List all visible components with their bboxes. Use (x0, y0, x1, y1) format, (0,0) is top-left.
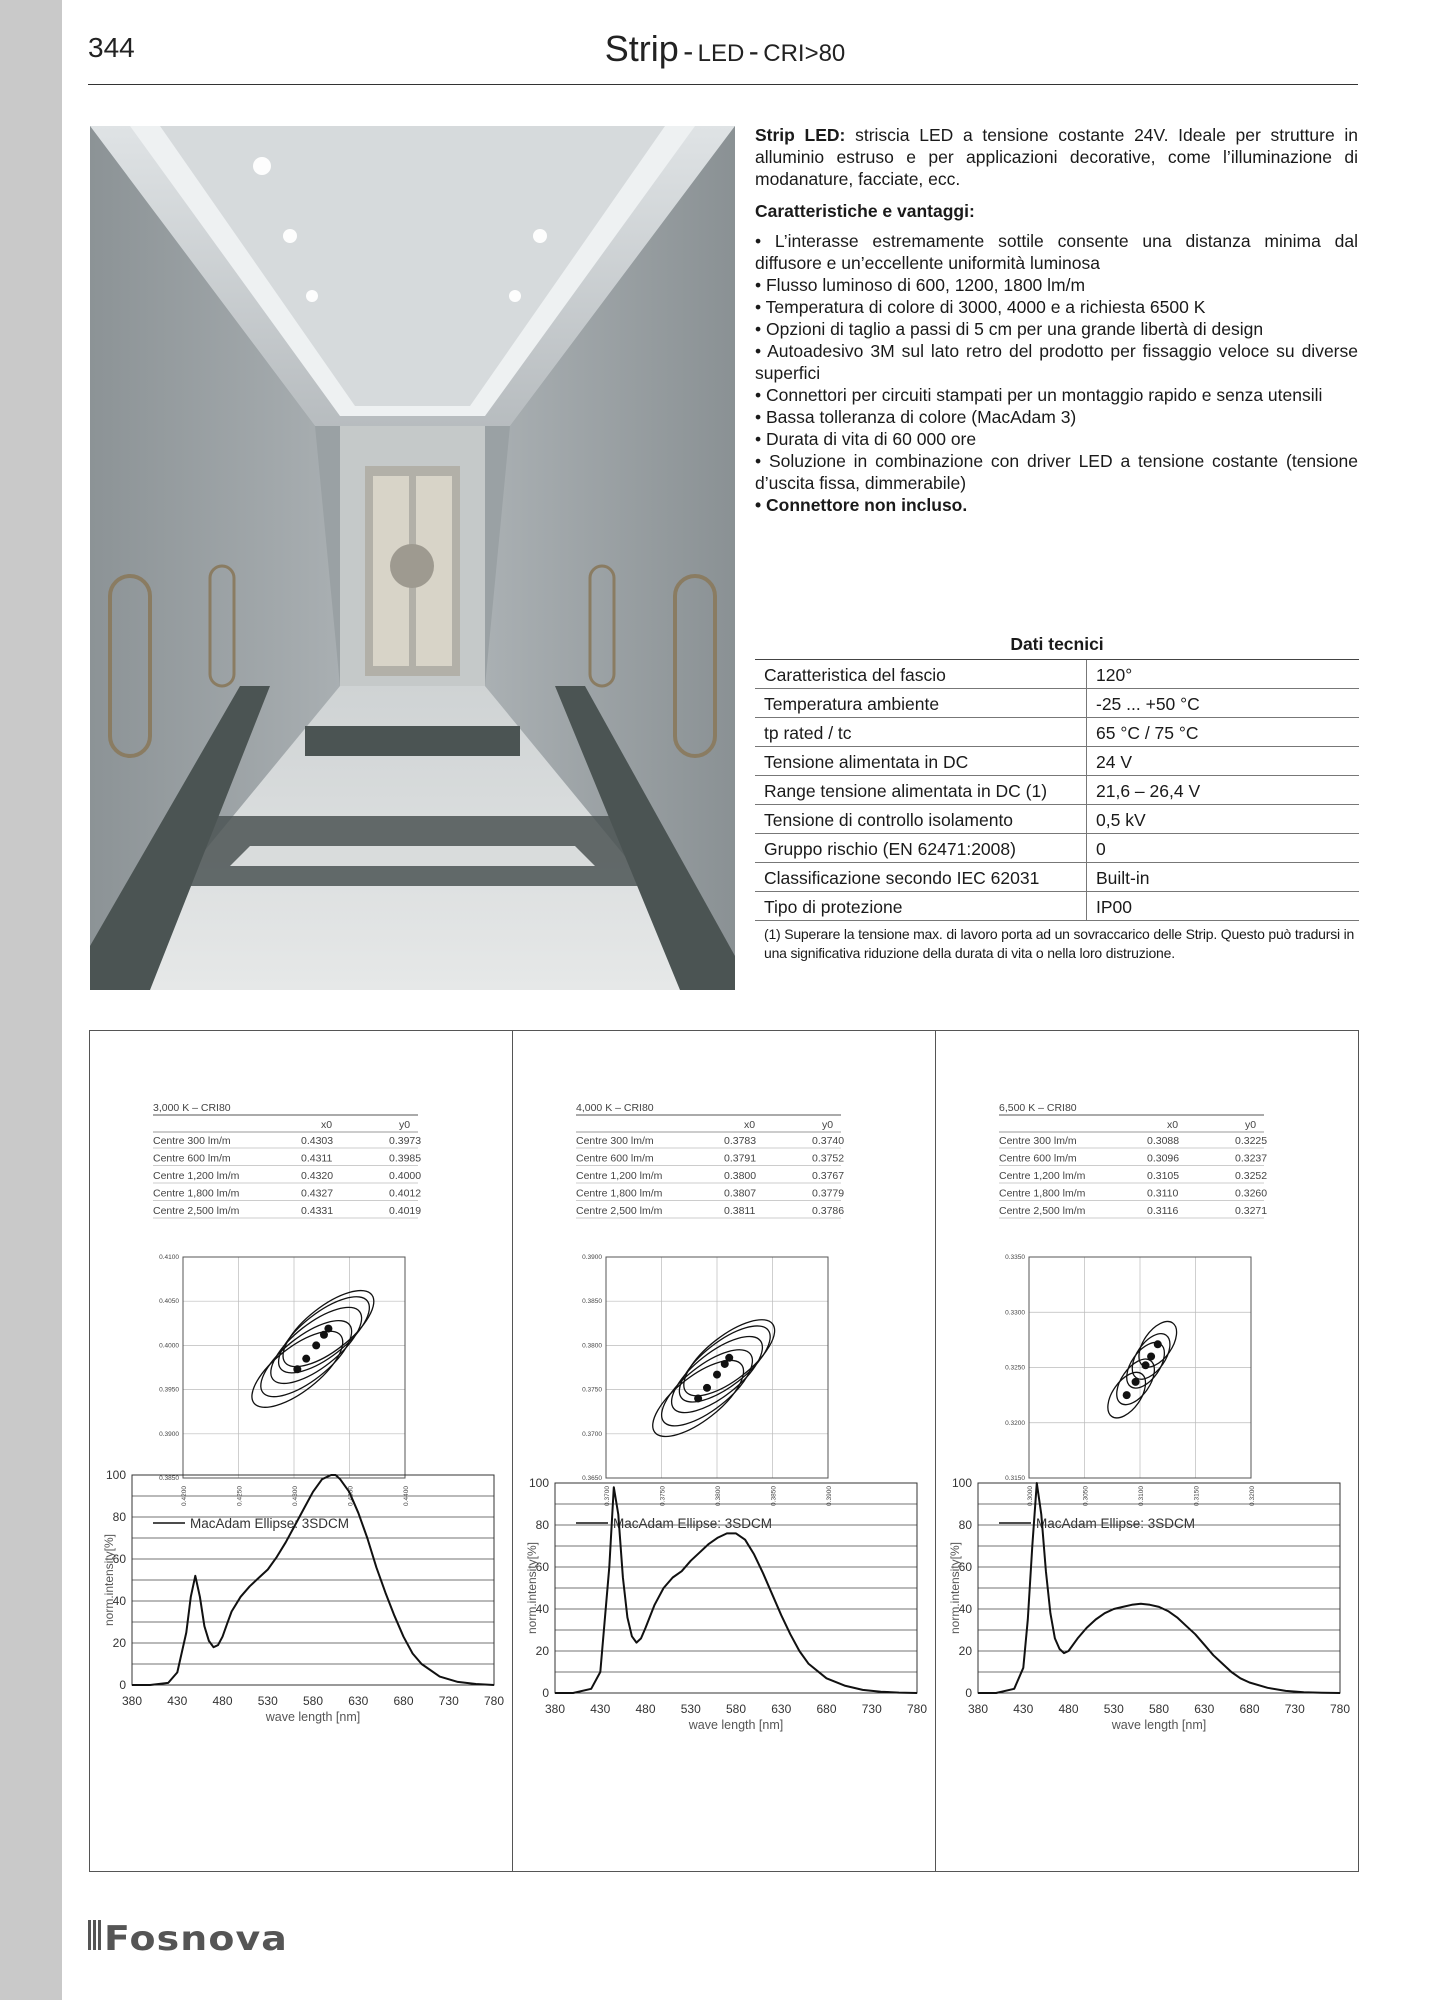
x-axis-label: wave length [nm] (1111, 1718, 1207, 1732)
chromaticity-point (1123, 1391, 1131, 1399)
tech-value: 120° (1087, 660, 1360, 689)
table-row (755, 660, 1359, 689)
x-tick-label: 0.3150 (1193, 1486, 1201, 1506)
page-number: 344 (88, 32, 135, 63)
x-tick-label: 430 (167, 1694, 188, 1708)
table-row (755, 834, 1359, 863)
chromaticity-point (1147, 1352, 1155, 1360)
chromaticity-point (703, 1384, 711, 1392)
legend-label: MacAdam Ellipse: 3SDCM (613, 1516, 773, 1531)
y-tick-label: 0.3650 (582, 1475, 602, 1482)
table-header: y0 (822, 1119, 834, 1131)
y-tick-label: 0.3700 (582, 1430, 602, 1438)
table-cell: Centre 1,800 lm/m (999, 1187, 1086, 1200)
feature-item: • Autoadesivo 3M sul lato retro del prodotto per fissaggio veloce su diverse superfici (755, 341, 1358, 383)
x-tick-label: 530 (680, 1702, 701, 1716)
feature-item: • Flusso luminoso di 600, 1200, 1800 lm/m (755, 275, 1086, 295)
y-tick-label: 0.3350 (1005, 1254, 1025, 1261)
table-cell: 0.3110 (1147, 1187, 1179, 1200)
y-tick-label: 0 (965, 1686, 972, 1700)
x-tick-label: 580 (1148, 1702, 1170, 1716)
x-tick-label: 680 (816, 1702, 837, 1716)
x-tick-label: 0.4200 (181, 1486, 188, 1506)
y-tick-label: 40 (535, 1602, 549, 1616)
features-list (755, 230, 1358, 516)
table-cell: Centre 600 lm/m (999, 1152, 1077, 1165)
y-tick-label: 60 (112, 1552, 126, 1566)
tech-label: Range tensione alimentata in DC (1) (755, 776, 1087, 805)
table-cell: 0.3973 (389, 1135, 422, 1147)
feature-item: • Bassa tolleranza di colore (MacAdam 3) (755, 407, 1077, 427)
x-axis-label: wave length [nm] (265, 1710, 361, 1724)
tech-footnote: (1) Superare la tensione max. di lavoro porta ad un sovraccarico delle Strip. Questo può tradursi in una significativa riduzione della durata di vita o nella loro distruzione. (764, 926, 1355, 961)
x-tick-label: 630 (771, 1702, 792, 1716)
chart-column-3000k-svg (90, 1031, 512, 1871)
chromaticity-point (324, 1325, 332, 1333)
table-header: y0 (1245, 1119, 1257, 1131)
header-rule (88, 84, 1358, 85)
table-cell: Centre 2,500 lm/m (999, 1205, 1086, 1217)
table-cell: 0.3740 (812, 1135, 845, 1147)
tech-label: Tensione di controllo isolamento (755, 805, 1087, 834)
table-cell: 0.3260 (1235, 1187, 1268, 1200)
y-tick-label: 0.3200 (1005, 1419, 1025, 1427)
table-cell: 0.3271 (1235, 1205, 1268, 1217)
x-tick-label: 0.4300 (292, 1486, 299, 1506)
tech-value: 65 °C / 75 °C (1087, 718, 1360, 747)
y-axis-label: norm.intensity[%] (102, 1533, 116, 1627)
table-cell: 0.3811 (724, 1205, 756, 1217)
chart-column-6500k-svg (936, 1031, 1358, 1871)
tech-data-table (755, 660, 1359, 921)
tech-value: 0 (1087, 834, 1360, 863)
x-tick-label: 0.3750 (659, 1486, 667, 1506)
table-row (755, 718, 1359, 747)
table-cell: 0.3237 (1235, 1152, 1268, 1165)
tech-data (755, 634, 1359, 963)
feature-item: • L’interasse estremamente sottile consente una distanza minima dal diffusore e un’eccellente uniformità luminosa (755, 231, 1358, 273)
table-row (755, 776, 1359, 805)
x-tick-label: 730 (1284, 1702, 1305, 1716)
table-row (755, 747, 1359, 776)
table-header: x0 (321, 1119, 333, 1131)
x-tick-label: 380 (967, 1702, 989, 1716)
legend-label: MacAdam Ellipse: 3SDCM (1036, 1516, 1196, 1531)
y-axis-label: norm.intensity[%] (525, 1541, 539, 1635)
x-axis-label: wave length [nm] (688, 1718, 784, 1732)
page-title-separator-2: - (748, 35, 759, 68)
y-tick-label: 40 (958, 1602, 972, 1616)
x-tick-label: 580 (725, 1702, 747, 1716)
y-tick-label: 0.4100 (159, 1254, 179, 1261)
x-tick-label: 380 (544, 1702, 566, 1716)
fosnova-logo (88, 1910, 298, 1960)
tech-label: Caratteristica del fascio (755, 660, 1087, 689)
x-tick-label: 530 (257, 1694, 278, 1708)
y-tick-label: 20 (535, 1644, 549, 1658)
features-heading: Caratteristiche e vantaggi: (755, 201, 975, 221)
table-cell: 0.3088 (1147, 1135, 1180, 1147)
chart-column-4000k-svg (513, 1031, 935, 1871)
feature-item: • Connettori per circuiti stampati per un montaggio rapido e senza utensili (755, 385, 1323, 405)
x-tick-label: 0.4250 (236, 1486, 244, 1506)
chromaticity-point (694, 1394, 702, 1402)
y-tick-label: 60 (535, 1560, 549, 1574)
y-tick-label: 0.3300 (1005, 1309, 1025, 1317)
table-row (755, 689, 1359, 718)
x-tick-label: 0.3100 (1138, 1486, 1145, 1506)
table-row (755, 805, 1359, 834)
x-tick-label: 480 (635, 1702, 656, 1716)
feature-item: • Opzioni di taglio a passi di 5 cm per una grande libertà di design (755, 319, 1264, 339)
table-cell: Centre 300 lm/m (999, 1135, 1077, 1147)
x-tick-label: 0.3850 (770, 1486, 778, 1506)
table-row (755, 863, 1359, 892)
x-tick-label: 480 (1058, 1702, 1079, 1716)
y-tick-label: 0.3850 (582, 1298, 602, 1306)
table-header: x0 (744, 1119, 756, 1131)
x-tick-label: 0.3800 (715, 1486, 722, 1506)
table-cell: 0.3252 (1235, 1170, 1268, 1182)
x-tick-label: 630 (1194, 1702, 1215, 1716)
x-tick-label: 780 (906, 1702, 928, 1716)
table-cell: 0.4327 (301, 1187, 334, 1200)
chromaticity-point (312, 1341, 320, 1349)
chromaticity-point (1132, 1378, 1140, 1386)
chart-column-6500k (936, 1031, 1358, 1871)
table-cell: 0.3767 (812, 1170, 845, 1182)
chart-column-4000k (513, 1031, 935, 1871)
x-tick-label: 680 (1239, 1702, 1260, 1716)
y-tick-label: 80 (535, 1518, 549, 1532)
tech-label: Classificazione secondo IEC 62031 (755, 863, 1087, 892)
y-tick-label: 0.4050 (159, 1298, 179, 1306)
tech-value: 24 V (1087, 747, 1360, 776)
table-cell: Centre 600 lm/m (153, 1152, 231, 1165)
x-tick-label: 730 (861, 1702, 882, 1716)
chromaticity-point (1142, 1361, 1150, 1369)
x-tick-label: 0.3000 (1027, 1486, 1034, 1506)
table-title: 3,000 K – CRI80 (153, 1102, 231, 1114)
x-tick-label: 0.3200 (1249, 1486, 1256, 1506)
tech-value: IP00 (1087, 892, 1360, 921)
y-tick-label: 40 (112, 1594, 126, 1608)
table-cell: 0.4311 (301, 1152, 333, 1165)
logo-text: Fosnova (104, 1919, 288, 1959)
table-cell: Centre 2,500 lm/m (576, 1205, 663, 1217)
y-tick-label: 20 (958, 1644, 972, 1658)
feature-item: • Temperatura di colore di 3000, 4000 e a richiesta 6500 K (755, 297, 1206, 317)
table-row (755, 892, 1359, 921)
x-tick-label: 0.4400 (403, 1486, 410, 1506)
table-cell: 0.3225 (1235, 1135, 1268, 1147)
tech-label: Tensione alimentata in DC (755, 747, 1087, 776)
feature-item: • Soluzione in combinazione con driver LED a tensione costante (tensione d’uscita fissa, dimmerabile) (755, 451, 1358, 493)
x-tick-label: 0.3050 (1082, 1486, 1090, 1506)
feature-item: • Durata di vita di 60 000 ore (755, 429, 977, 449)
x-tick-label: 430 (1013, 1702, 1034, 1716)
table-cell: 0.3807 (724, 1187, 757, 1200)
chart-panel (89, 1030, 1359, 1872)
table-cell: Centre 1,800 lm/m (153, 1187, 240, 1200)
y-axis-label: norm.intensity[%] (948, 1541, 962, 1635)
table-cell: 0.3105 (1147, 1170, 1180, 1182)
chart-column-3000k (90, 1031, 512, 1871)
y-tick-label: 100 (528, 1476, 549, 1490)
x-tick-label: 0.4350 (347, 1486, 355, 1506)
intro-text (755, 124, 1358, 516)
page-title-main: Strip (604, 28, 679, 69)
y-tick-label: 100 (951, 1476, 972, 1490)
x-tick-label: 780 (483, 1694, 505, 1708)
x-tick-label: 430 (590, 1702, 611, 1716)
intro-paragraph (755, 124, 1358, 190)
tech-value: -25 ... +50 °C (1087, 689, 1360, 718)
tech-value: 21,6 – 26,4 V (1087, 776, 1360, 805)
page-title-separator: - (683, 35, 694, 68)
x-tick-label: 0.3700 (604, 1486, 611, 1506)
x-tick-label: 480 (212, 1694, 233, 1708)
tech-value: Built-in (1087, 863, 1360, 892)
tech-label: tp rated / tc (755, 718, 1087, 747)
intro-lead-text: striscia LED a tensione costante 24V. Ideale per strutture in alluminio estruso e per applicazioni decorative, come l’illuminazione di modanature, facciate, ecc. (755, 125, 1358, 189)
x-tick-label: 0.3900 (826, 1486, 833, 1506)
corridor-photo (90, 126, 735, 990)
table-cell: Centre 1,200 lm/m (999, 1170, 1086, 1182)
x-tick-label: 680 (393, 1694, 414, 1708)
table-header: x0 (1167, 1119, 1179, 1131)
table-cell: Centre 1,200 lm/m (153, 1170, 240, 1182)
y-tick-label: 20 (112, 1636, 126, 1650)
page-title (555, 28, 895, 70)
y-tick-label: 80 (112, 1510, 126, 1524)
chromaticity-point (713, 1371, 721, 1379)
y-tick-label: 0.3150 (1005, 1475, 1025, 1482)
table-cell: Centre 600 lm/m (576, 1152, 654, 1165)
chromaticity-point (293, 1365, 301, 1373)
y-tick-label: 0.3900 (582, 1254, 602, 1261)
table-cell: Centre 300 lm/m (576, 1135, 654, 1147)
feature-item-connector: • Connettore non incluso. (755, 495, 968, 515)
page-title-cri: CRI>80 (763, 40, 846, 67)
table-cell: 0.3786 (812, 1205, 845, 1217)
table-cell: 0.3800 (724, 1170, 757, 1182)
y-tick-label: 0.3800 (582, 1342, 602, 1350)
y-tick-label: 0.3750 (582, 1386, 602, 1394)
y-tick-label: 0.3850 (159, 1475, 179, 1482)
table-cell: 0.3783 (724, 1135, 757, 1147)
y-tick-label: 60 (958, 1560, 972, 1574)
table-title: 4,000 K – CRI80 (576, 1102, 654, 1114)
intro-lead-label: Strip LED: (755, 125, 846, 145)
table-cell: Centre 1,800 lm/m (576, 1187, 663, 1200)
x-tick-label: 530 (1103, 1702, 1124, 1716)
y-tick-label: 0 (542, 1686, 549, 1700)
tech-label: Temperatura ambiente (755, 689, 1087, 718)
y-tick-label: 0.3250 (1005, 1364, 1025, 1372)
table-cell: 0.3985 (389, 1152, 422, 1165)
y-tick-label: 0 (119, 1678, 126, 1692)
x-tick-label: 630 (348, 1694, 369, 1708)
page-title-led: LED (697, 40, 745, 67)
table-cell: 0.3096 (1147, 1152, 1180, 1165)
table-cell: 0.4331 (301, 1205, 334, 1217)
x-tick-label: 730 (438, 1694, 459, 1708)
table-cell: 0.3752 (812, 1152, 845, 1165)
table-cell: 0.3116 (1147, 1205, 1179, 1217)
table-cell: Centre 2,500 lm/m (153, 1205, 240, 1217)
y-tick-label: 80 (958, 1518, 972, 1532)
x-tick-label: 580 (302, 1694, 324, 1708)
tech-label: Gruppo rischio (EN 62471:2008) (755, 834, 1087, 863)
table-cell: Centre 1,200 lm/m (576, 1170, 663, 1182)
tech-value: 0,5 kV (1087, 805, 1360, 834)
table-cell: 0.4000 (389, 1170, 422, 1182)
table-cell: 0.4320 (301, 1170, 334, 1182)
side-color-bar (0, 0, 62, 2000)
y-tick-label: 0.3950 (159, 1386, 179, 1394)
table-cell: 0.3779 (812, 1187, 845, 1200)
chromaticity-point (302, 1355, 310, 1363)
x-tick-label: 380 (121, 1694, 143, 1708)
table-header: y0 (399, 1119, 411, 1131)
table-cell: 0.4012 (389, 1187, 422, 1200)
tech-label: Tipo di protezione (755, 892, 1087, 921)
x-tick-label: 780 (1329, 1702, 1351, 1716)
tech-data-title: Dati tecnici (755, 634, 1359, 660)
y-tick-label: 0.4000 (159, 1342, 179, 1350)
chromaticity-point (725, 1354, 733, 1362)
table-cell: 0.4303 (301, 1135, 334, 1147)
y-tick-label: 100 (105, 1468, 126, 1482)
y-tick-label: 0.3900 (159, 1430, 179, 1438)
table-title: 6,500 K – CRI80 (999, 1102, 1077, 1114)
table-cell: 0.3791 (724, 1152, 757, 1165)
table-cell: Centre 300 lm/m (153, 1135, 231, 1147)
chromaticity-point (1154, 1340, 1162, 1348)
table-cell: 0.4019 (389, 1205, 422, 1217)
legend-label: MacAdam Ellipse: 3SDCM (190, 1516, 350, 1531)
